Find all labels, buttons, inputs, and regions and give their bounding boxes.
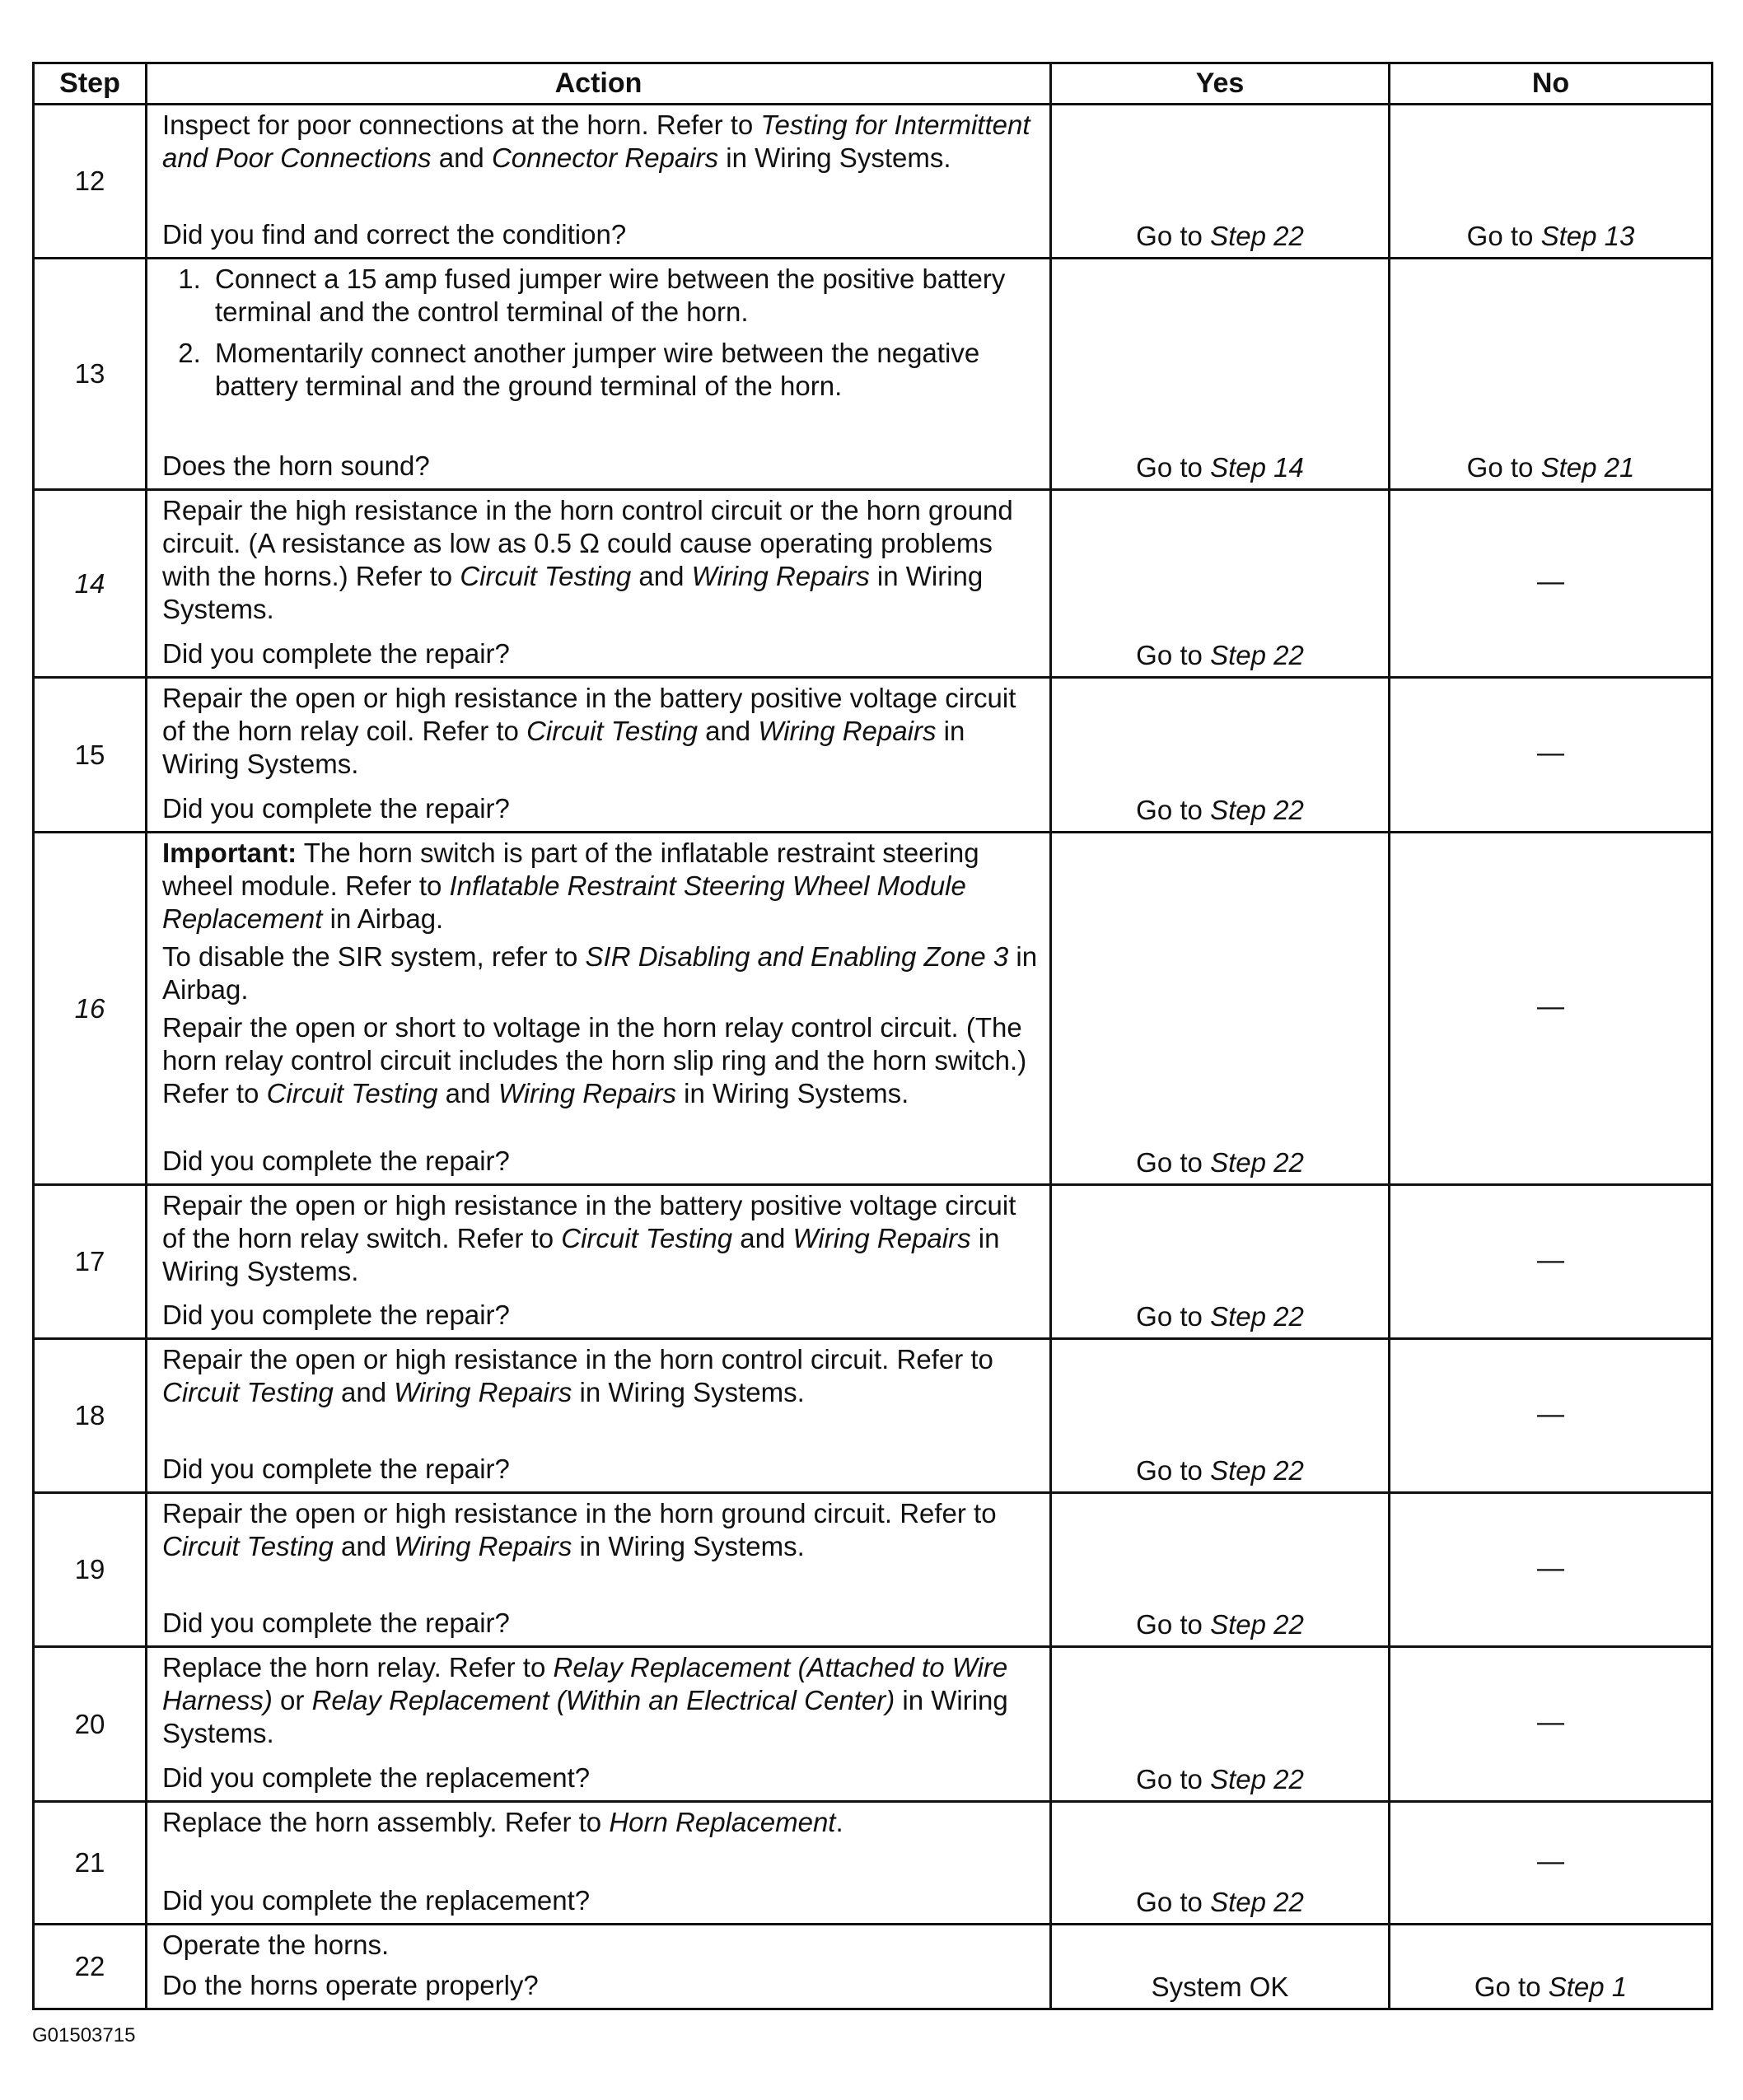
yes-result — [1051, 678, 1390, 833]
dash-symbol: — — [1537, 566, 1564, 596]
reference-text: Horn Replacement — [609, 1807, 836, 1837]
dash-symbol: — — [1537, 1706, 1564, 1737]
yes-result — [1051, 1493, 1390, 1647]
action-cell — [147, 1339, 1051, 1493]
table-row — [34, 833, 1713, 1185]
step-number: 15 — [34, 678, 147, 833]
action-cell — [147, 833, 1051, 1185]
action-content — [162, 1806, 1040, 1917]
action-text — [162, 1806, 1040, 1839]
no-result — [1390, 833, 1713, 1185]
result-text: Go to — [1136, 640, 1211, 670]
reference-text: Relay Replacement (Within an Electrical Center) — [311, 1685, 895, 1715]
step-reference: Step 22 — [1210, 1887, 1304, 1917]
table-row — [34, 105, 1713, 259]
action-cell — [147, 490, 1051, 678]
action-content — [162, 1929, 1040, 2002]
text-run: Repair the high resistance in the horn control circuit or the horn ground circuit. (A resistance as low as 0.5 Ω could cause operating problems with the horns.) Refer to — [162, 495, 1013, 591]
emphasis-label: Important: — [162, 838, 297, 868]
text-run: To disable the SIR system, refer to — [162, 941, 586, 972]
header-action: Action — [147, 63, 1051, 105]
action-paragraph — [162, 940, 1040, 1006]
action-content — [162, 263, 1040, 483]
reference-text: Wiring Repairs — [498, 1078, 676, 1108]
action-cell — [147, 678, 1051, 833]
result-text: Go to — [1136, 1301, 1211, 1332]
result-text: Go to — [1136, 452, 1211, 483]
yes-result — [1051, 259, 1390, 490]
no-result — [1390, 259, 1713, 490]
action-text — [162, 1929, 1040, 1962]
action-content — [162, 109, 1040, 251]
step-reference: Step 21 — [1540, 452, 1635, 483]
action-cell — [147, 259, 1051, 490]
text-run: and — [631, 561, 692, 591]
text-run: in Wiring Systems. — [162, 1685, 1008, 1748]
dash-symbol: — — [1537, 737, 1564, 768]
step-reference: Step 22 — [1210, 1147, 1304, 1178]
action-text — [162, 1497, 1040, 1563]
action-steps — [162, 263, 1040, 403]
no-result — [1390, 1185, 1713, 1339]
dash-symbol: — — [1537, 1398, 1564, 1429]
step-reference: Step 22 — [1210, 1301, 1304, 1332]
text-run: Operate the horns. — [162, 1930, 390, 1960]
yes-result — [1051, 1647, 1390, 1802]
figure-id: G01503715 — [32, 2024, 136, 2046]
table-row — [34, 1339, 1713, 1493]
text-run: Replace the horn assembly. Refer to — [162, 1807, 610, 1837]
result-text: Go to — [1136, 1455, 1211, 1486]
text-run: in Wiring Systems. — [162, 1223, 1000, 1286]
reference-text: Circuit Testing — [460, 561, 632, 591]
table-row — [34, 1647, 1713, 1802]
text-run: and — [697, 716, 759, 746]
text-run: in Wiring Systems. — [572, 1531, 805, 1561]
yes-result — [1051, 1185, 1390, 1339]
table-row — [34, 1493, 1713, 1647]
action-question: Did you find and correct the condition? — [162, 219, 627, 250]
table-row — [34, 259, 1713, 490]
step-reference: Step 14 — [1210, 452, 1304, 483]
no-result — [1390, 1339, 1713, 1493]
result-text: Go to — [1136, 1609, 1211, 1640]
step-number: 13 — [34, 259, 147, 490]
text-run: in Wiring Systems. — [162, 716, 965, 779]
action-content — [162, 1343, 1040, 1486]
action-text — [162, 494, 1040, 626]
action-question: Did you complete the repair? — [162, 793, 510, 824]
table-row — [34, 1185, 1713, 1339]
text-run: Repair the open or high resistance in the battery positive voltage circuit of the horn relay coil. Refer to — [162, 683, 1016, 746]
action-step-item: 2. Momentarily connect another jumper wire between the negative battery terminal and the ground terminal of the horn. — [208, 337, 1040, 403]
action-cell — [147, 1493, 1051, 1647]
table-row — [34, 1802, 1713, 1925]
reference-text: Wiring Repairs — [691, 561, 870, 591]
reference-text: SIR Disabling and Enabling Zone 3 — [585, 941, 1009, 972]
dash-symbol: — — [1537, 1244, 1564, 1275]
no-result — [1390, 1925, 1713, 2009]
action-step-item: 1. Connect a 15 amp fused jumper wire between the positive battery terminal and the control terminal of the horn. — [208, 263, 1040, 329]
action-question: Did you complete the replacement? — [162, 1762, 591, 1793]
table-header-row — [34, 63, 1713, 105]
action-text — [162, 1651, 1040, 1750]
table-row — [34, 678, 1713, 833]
no-result — [1390, 490, 1713, 678]
result-text: Go to — [1136, 221, 1211, 251]
action-content — [162, 1497, 1040, 1640]
reference-text: Circuit Testing — [526, 716, 698, 746]
action-paragraph — [162, 1011, 1040, 1110]
text-run: Repair the open or high resistance in the horn control circuit. Refer to — [162, 1344, 993, 1374]
step-number: 22 — [34, 1925, 147, 2009]
diagnostic-table — [32, 62, 1713, 2010]
action-question: Did you complete the repair? — [162, 1454, 510, 1484]
no-result — [1390, 105, 1713, 259]
yes-result — [1051, 1925, 1390, 2009]
step-number: 18 — [34, 1339, 147, 1493]
no-result — [1390, 1802, 1713, 1925]
dash-symbol: — — [1537, 991, 1564, 1021]
result-text: Go to — [1136, 795, 1211, 825]
reference-text: Testing for Intermittent and Poor Connections — [162, 110, 1030, 173]
table-row — [34, 1925, 1713, 2009]
step-reference: Step 22 — [1210, 795, 1304, 825]
text-run: . — [835, 1807, 843, 1837]
action-question: Did you complete the repair? — [162, 1300, 510, 1330]
result-text: Go to — [1136, 1887, 1211, 1917]
step-reference: Step 22 — [1210, 1455, 1304, 1486]
no-result — [1390, 1647, 1713, 1802]
result-text: Go to — [1136, 1147, 1211, 1178]
yes-result — [1051, 1339, 1390, 1493]
text-run: or — [272, 1685, 312, 1715]
step-reference: Step 22 — [1210, 640, 1304, 670]
yes-result — [1051, 833, 1390, 1185]
step-reference: Step 22 — [1210, 1609, 1304, 1640]
text-run: and — [333, 1377, 395, 1407]
header-no: No — [1390, 63, 1713, 105]
reference-text: Wiring Repairs — [758, 716, 937, 746]
action-question: Did you complete the repair? — [162, 1146, 510, 1176]
text-run: Repair the open or high resistance in the battery positive voltage circuit of the horn relay switch. Refer to — [162, 1190, 1016, 1253]
step-reference: Step 1 — [1548, 1972, 1628, 2002]
action-question: Did you complete the replacement? — [162, 1885, 591, 1916]
action-content — [162, 1651, 1040, 1794]
action-cell — [147, 1802, 1051, 1925]
text-run: Repair the open or high resistance in the horn ground circuit. Refer to — [162, 1498, 997, 1528]
yes-result — [1051, 105, 1390, 259]
header-step: Step — [34, 63, 147, 105]
text-run: and — [437, 1078, 498, 1108]
step-reference: Step 13 — [1540, 221, 1635, 251]
dash-symbol: — — [1537, 1552, 1564, 1583]
action-content — [162, 682, 1040, 825]
action-content — [162, 494, 1040, 670]
result-text: Go to — [1136, 1764, 1211, 1794]
action-question: Does the horn sound? — [162, 450, 430, 481]
reference-text: Circuit Testing — [561, 1223, 733, 1253]
text-run: in Wiring Systems. — [718, 142, 951, 173]
action-content — [162, 1189, 1040, 1332]
action-question: Do the horns operate properly? — [162, 1970, 539, 2000]
reference-text: Circuit Testing — [266, 1078, 438, 1108]
action-question: Did you complete the repair? — [162, 1608, 510, 1638]
result-text: Go to — [1466, 221, 1541, 251]
text-run: and — [431, 142, 492, 173]
action-question: Did you complete the repair? — [162, 638, 510, 669]
yes-result — [1051, 490, 1390, 678]
step-number: 21 — [34, 1802, 147, 1925]
action-cell — [147, 1647, 1051, 1802]
action-content — [162, 837, 1040, 1178]
text-run: in Wiring Systems. — [572, 1377, 805, 1407]
result-text: System OK — [1151, 1972, 1289, 2002]
reference-text: Circuit Testing — [162, 1377, 334, 1407]
reference-text: Wiring Repairs — [792, 1223, 971, 1253]
text-run: and — [732, 1223, 793, 1253]
step-number: 12 — [34, 105, 147, 259]
step-number: 14 — [34, 490, 147, 678]
text-run: Inspect for poor connections at the horn. Refer to — [162, 110, 761, 140]
reference-text: Connector Repairs — [491, 142, 719, 173]
step-number: 20 — [34, 1647, 147, 1802]
reference-text: Circuit Testing — [162, 1531, 334, 1561]
action-text — [162, 1343, 1040, 1409]
dash-symbol: — — [1537, 1845, 1564, 1876]
action-text — [162, 109, 1040, 175]
text-run: in Wiring Systems. — [162, 561, 984, 624]
action-cell — [147, 105, 1051, 259]
action-cell — [147, 1925, 1051, 2009]
reference-text: Wiring Repairs — [394, 1531, 572, 1561]
text-run: in Airbag. — [162, 941, 1038, 1005]
reference-text: Inflatable Restraint Steering Wheel Module Replacement — [162, 870, 966, 934]
step-number: 19 — [34, 1493, 147, 1647]
text-run: and — [333, 1531, 395, 1561]
action-cell — [147, 1185, 1051, 1339]
no-result — [1390, 678, 1713, 833]
action-text — [162, 682, 1040, 781]
yes-result — [1051, 1802, 1390, 1925]
step-number: 16 — [34, 833, 147, 1185]
text-run: Replace the horn relay. Refer to — [162, 1652, 554, 1682]
text-run: in Airbag. — [322, 903, 444, 934]
header-yes: Yes — [1051, 63, 1390, 105]
result-text: Go to — [1466, 452, 1541, 483]
reference-text: Wiring Repairs — [394, 1377, 572, 1407]
step-reference: Step 22 — [1210, 221, 1304, 251]
action-paragraph — [162, 837, 1040, 936]
text-run: Repair the open or short to voltage in the horn relay control circuit. (The horn relay control circuit includes the horn slip ring and the horn switch.) Refer to — [162, 1012, 1027, 1108]
step-reference: Step 22 — [1210, 1764, 1304, 1794]
text-run: The horn switch is part of the inflatable restraint steering wheel module. Refer to — [162, 838, 979, 901]
reference-text: Relay Replacement (Attached to Wire Harness) — [162, 1652, 1008, 1715]
result-text: Go to — [1474, 1972, 1549, 2002]
text-run: in Wiring Systems. — [675, 1078, 909, 1108]
step-number: 17 — [34, 1185, 147, 1339]
table-row — [34, 490, 1713, 678]
no-result — [1390, 1493, 1713, 1647]
action-text — [162, 1189, 1040, 1288]
